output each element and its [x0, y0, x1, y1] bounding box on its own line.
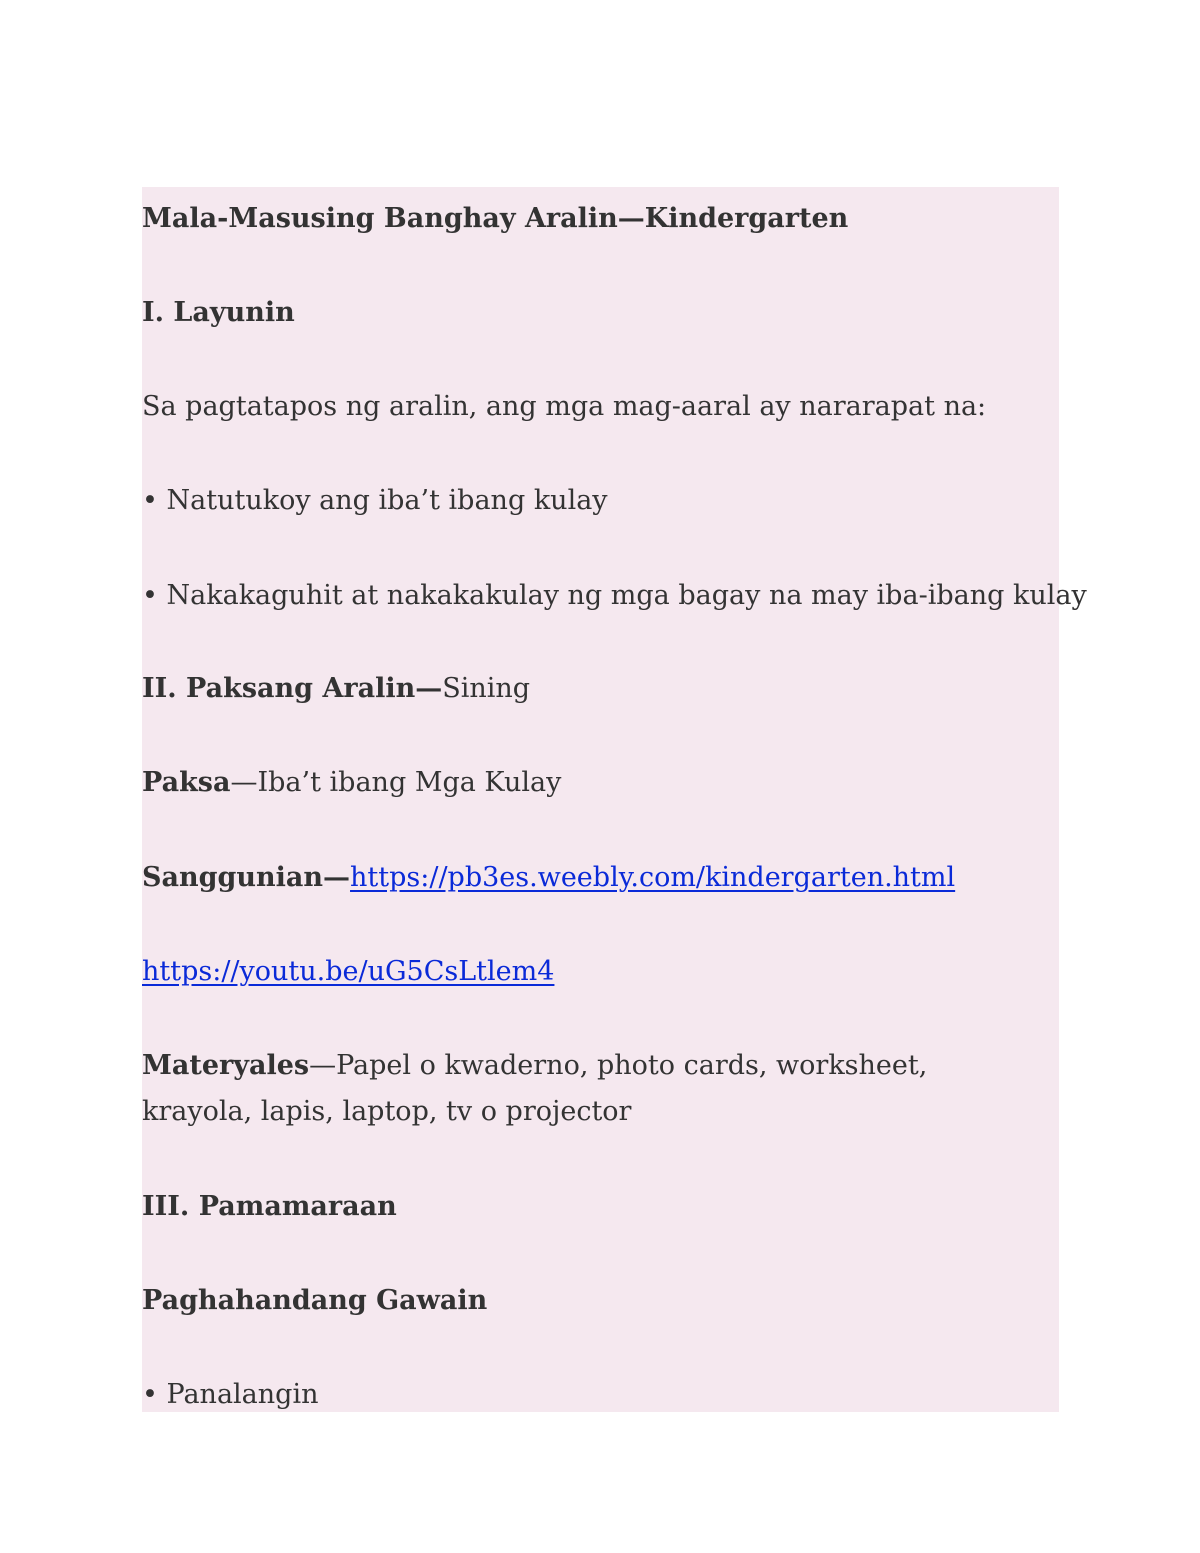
- layunin-bullet-1: • Natutukoy ang iba’t ibang kulay: [142, 485, 608, 516]
- document-title: Mala-Masusing Banghay Aralin—Kindergarten: [142, 203, 849, 234]
- pamamaraan-bullet-1: • Panalangin: [142, 1379, 319, 1410]
- paksa-label: Paksa: [142, 767, 231, 798]
- materyales-line: [142, 1043, 1022, 1135]
- subheading-paghahandang-gawain: Paghahandang Gawain: [142, 1285, 488, 1316]
- paksang-aralin-value: Sining: [442, 673, 531, 704]
- paksang-aralin-label: II. Paksang Aralin—: [142, 673, 443, 704]
- section-heading-paksang-aralin: [142, 666, 1042, 712]
- sanggunian-link-youtube[interactable]: https://youtu.be/uG5CsLtlem4: [142, 956, 555, 987]
- materyales-label: Materyales: [142, 1050, 310, 1081]
- materyales-value: —Papel o kwaderno, photo cards, worksheet, krayola, lapis, laptop, tv o projector: [142, 1050, 928, 1127]
- layunin-bullet-2: • Nakakaguhit at nakakakulay ng mga bagay na may iba-ibang kulay: [142, 580, 1087, 611]
- sanggunian-link-weebly[interactable]: https://pb3es.weebly.com/kindergarten.html: [350, 862, 956, 893]
- section-heading-layunin: I. Layunin: [142, 297, 295, 328]
- paksa-line: [142, 760, 1042, 806]
- section-heading-pamamaraan: III. Pamamaraan: [142, 1191, 397, 1222]
- sanggunian-label: Sanggunian—: [142, 862, 351, 893]
- paksa-value: —Iba’t ibang Mga Kulay: [230, 767, 562, 798]
- layunin-intro: Sa pagtatapos ng aralin, ang mga mag-aaral ay nararapat na:: [142, 391, 987, 422]
- sanggunian-line: [142, 855, 1042, 901]
- youtube-link-line: [142, 949, 1042, 995]
